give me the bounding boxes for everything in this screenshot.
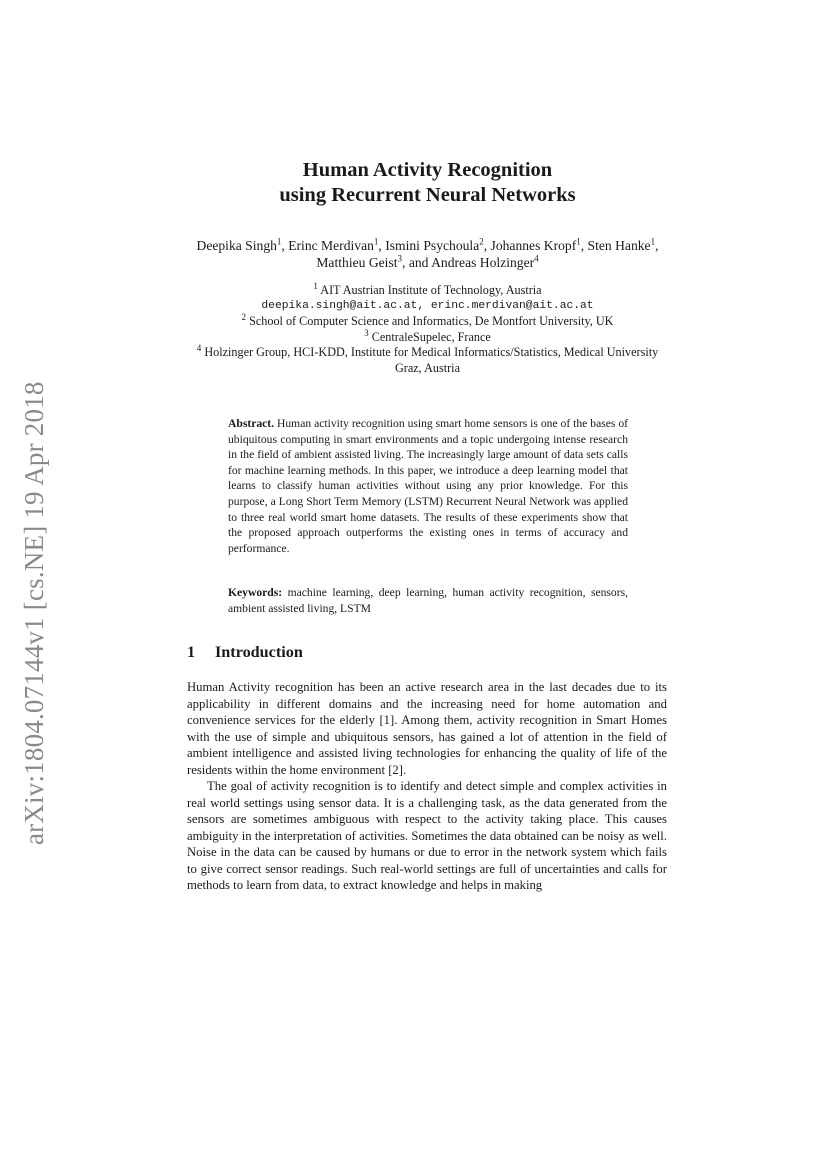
author-name: Erinc Merdivan (288, 238, 374, 253)
affiliation-text: AIT Austrian Institute of Technology, Austria (320, 283, 542, 297)
author-name: Ismini Psychoula (385, 238, 480, 253)
affiliation-text: CentraleSupelec, France (371, 329, 491, 344)
title-line-1: Human Activity Recognition (302, 159, 553, 181)
keywords (228, 585, 628, 616)
author-affiliation-mark: 1 (650, 236, 656, 247)
title-line-2: using Recurrent Neural Networks (279, 184, 576, 206)
section-heading (187, 642, 667, 662)
author-name: Johannes Kropf (490, 238, 577, 253)
affiliation-1 (186, 280, 669, 299)
abstract (228, 416, 628, 556)
affiliation-list (186, 280, 669, 377)
introduction-body (187, 679, 667, 894)
arxiv-identifier: arXiv:1804.07144v1 [cs.NE] 19 Apr 2018 (19, 381, 49, 845)
affiliation-text: Holzinger Group, HCI-KDD, Institute for Medical Informatics/Statistics, Medical University Graz, Austria (204, 345, 659, 375)
affiliation-number: 2 (241, 312, 247, 323)
author-name: Deepika Singh (196, 238, 277, 253)
affiliation-4 (186, 345, 669, 376)
affiliation-number: 3 (364, 327, 369, 338)
author-separator: , (580, 238, 588, 253)
section-title: Introduction (215, 643, 303, 661)
author-affiliation-mark: 4 (534, 253, 539, 264)
author-separator: , (378, 238, 386, 253)
author-affiliation-mark: 1 (373, 236, 379, 247)
author-separator: , (483, 238, 491, 253)
abstract-text: Human activity recognition using smart home sensors is one of the bases of ubiquitous computing in smart environments and a topic undergoing intense research in the field of ambient assisted living. The increasingly large amount of data sets calls for machine learning methods. In this paper, we introduce a deep learning model that learns to classify human activities without using any prior knowledge. For this purpose, a Long Short Term Memory (LSTM) Recurrent Neural Network was applied to three real world smart home datasets. The results of these experiments show that the proposed approach outperforms the existing ones in terms of accuracy and performance. (228, 417, 628, 555)
abstract-label: Abstract. (228, 417, 275, 430)
keywords-label: Keywords: (228, 586, 283, 599)
author-emails: deepika.singh@ait.ac.at, erinc.merdivan@ait.ac.at (261, 299, 594, 312)
affiliation-text: School of Computer Science and Informatics, De Montfort University, UK (249, 314, 614, 329)
body-paragraph: Human Activity recognition has been an active research area in the last decades due to its applicability in different domains and the increasing need for home automation and convenience services for the elderly [1]. Among them, activity recognition in Smart Homes with the use of simple and ubiquitous sensors, has gained a lot of attention in the field of ambient intelligence and assisted living technologies for enhancing the quality of life of the residents within the home environment [2]. (187, 680, 667, 777)
keywords-text: machine learning, deep learning, human activity recognition, sensors, ambient assisted living, LSTM (228, 586, 628, 615)
paper-title (150, 158, 705, 208)
author-list (186, 237, 669, 271)
affiliation-number: 1 (313, 280, 318, 291)
section-number: 1 (187, 643, 196, 661)
author-affiliation-mark: 2 (479, 236, 484, 247)
affiliation-2 (186, 314, 669, 330)
author-affiliation-mark: 3 (397, 253, 403, 264)
author-separator: , (655, 238, 659, 253)
author-affiliation-mark: 1 (276, 236, 282, 247)
author-separator: , (281, 238, 289, 253)
author-separator: , and (402, 255, 432, 270)
author-name: Andreas Holzinger (431, 255, 535, 270)
author-name: Matthieu Geist (316, 255, 398, 270)
body-paragraph: The goal of activity recognition is to identify and detect simple and complex activities in real world settings using sensor data. It is a challenging task, as the data generated from the sensors are sometimes ambiguous with respect to the activity taking place. This causes ambiguity in the interpretation of activities. Sometimes the data obtained can be noisy as well. Noise in the data can be caused by humans or due to error in the network system which fails to give correct sensor readings. Such real-world settings are full of uncertainties and calls for methods to learn from data, to extract knowledge and helps in making (187, 779, 667, 892)
author-name: Sten Hanke (587, 238, 651, 253)
author-affiliation-mark: 1 (576, 236, 581, 247)
abstract-paragraph (228, 416, 628, 556)
affiliation-number: 4 (196, 343, 202, 354)
affiliation-3 (186, 327, 669, 346)
